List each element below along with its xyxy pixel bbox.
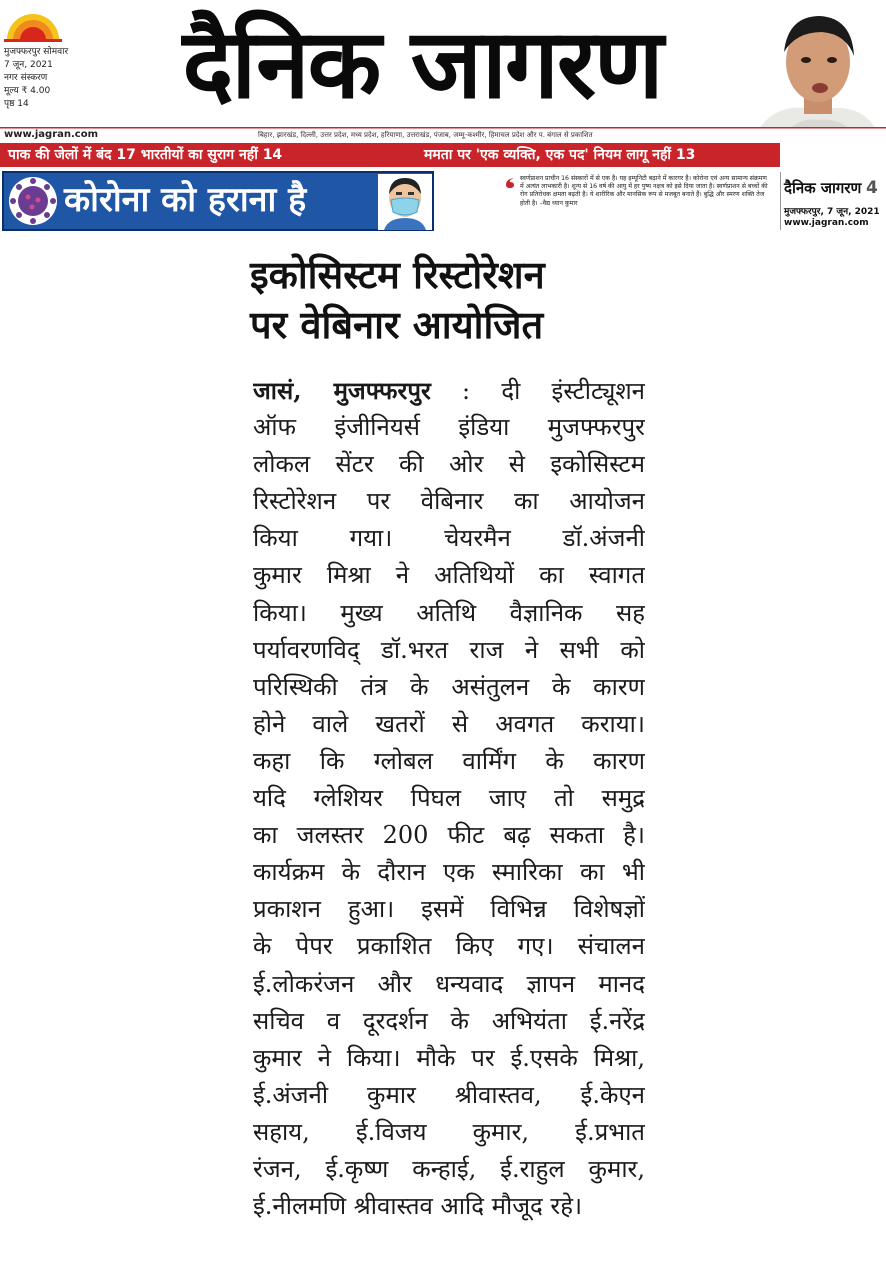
body-line: का जलस्तर 200 फीट बढ़ सकता है। — [253, 821, 645, 850]
body-line: कार्यक्रम के दौरान एक स्मारिका का भी — [253, 858, 645, 887]
body-line: ई.लोकरंजन और धन्यवाद ज्ञापन मानद — [253, 969, 645, 998]
coronavirus-icon — [8, 176, 58, 226]
body-line: रंजन, ई.कृष्ण कन्हाई, ई.राहुल कुमार, — [253, 1154, 645, 1183]
headline-line: इकोसिस्टम रिस्टोरेशन — [250, 253, 545, 297]
edition-info — [4, 46, 122, 111]
masthead-website: www.jagran.com — [4, 129, 99, 140]
corona-banner-text: कोरोना को हराना है — [64, 180, 307, 220]
page-number: 4 — [866, 178, 878, 198]
edition-city-day: मुजफ्फरपुर सोमवार — [4, 47, 69, 57]
masthead-title: दैनिक जागरण — [182, 8, 662, 120]
edition-pages: पृष्ठ 14 — [4, 99, 29, 109]
edition-name: नगर संस्करण — [4, 73, 48, 83]
body-line: लोकल सेंटर की ओर से इकोसिस्टम — [253, 450, 645, 479]
body-line: के पेपर प्रकाशित किए गए। संचालन — [253, 932, 645, 961]
body-line: कहा कि ग्लोबल वार्मिंग के कारण — [253, 746, 645, 775]
mask-face-icon — [378, 174, 432, 230]
tip-text: स्वर्णप्राशन प्राचीन 16 संस्कारों में से एक है। यह इम्यूनिटी बढ़ाने में कारगर है। कोरोना एवं अन्य सामान्य संक्रमण में अत्यंत लाभकारी है। शून्य से 16 वर्ष की आयु में हर पुष्य नक्षत्र को इसे दिया जाता है। स्वर्णप्राशन से बच्चों की रोग प्रतिरोधक क्षमता बढ़ती है। ये शारीरिक और मानसिक रूप से मजबूत बनाते हैं। बुद्धि और स्मरण शक्ति तेज होती है। –वैद्य ध्यान कुमार — [520, 175, 768, 207]
body-line: ऑफ इंजीनियर्स इंडिया मुजफ्फरपुर — [253, 413, 645, 442]
teaser-headline-right: ममता पर 'एक व्यक्ति, एक पद' नियम लागू नहीं 13 — [424, 147, 696, 163]
edition-date: 7 जून, 2021 — [4, 60, 53, 70]
article-headline — [250, 250, 642, 350]
edition-price: मूल्य ₹ 4.00 — [4, 86, 51, 96]
body-line: किया। मुख्य अतिथि वैज्ञानिक सह — [253, 598, 645, 627]
body-line: सचिव व दूरदर्शन के अभियंता ई.नरेंद्र — [253, 1006, 645, 1035]
body-line-text: : दी इंस्टीट्यूशन — [430, 377, 645, 405]
body-line: किया गया। चेयरमैन डॉ.अंजनी — [253, 524, 645, 553]
article-body — [253, 372, 645, 1225]
body-line: कुमार मिश्रा ने अतिथियों का स्वागत — [253, 561, 645, 590]
body-line: ई.अंजनी कुमार श्रीवास्तव, ई.केएन — [253, 1080, 645, 1109]
headline-line: पर वेबिनार आयोजित — [250, 303, 544, 347]
body-line: पर्यावरणविद् डॉ.भरत राज ने सभी को — [253, 635, 645, 664]
sun-logo-icon — [4, 8, 62, 42]
body-line: कुमार ने किया। मौके पर ई.एसके मिश्रा, — [253, 1043, 645, 1072]
body-line: होने वाले खतरों से अवगत कराया। — [253, 709, 645, 738]
body-line-last: ई.नीलमणि श्रीवास्तव आदि मौजूद रहे। — [253, 1192, 583, 1221]
body-line: प्रकाशन हुआ। इसमें विभिन्न विशेषज्ञों — [253, 895, 645, 924]
tip-marker-icon — [504, 177, 516, 189]
teaser-headline-left: पाक की जेलों में बंद 17 भारतीयों का सुराग नहीं 14 — [8, 147, 283, 163]
body-line: सहाय, ई.विजय कुमार, ई.प्रभात — [253, 1117, 645, 1146]
page-website: www.jagran.com — [784, 218, 869, 228]
dateline: जासं, मुजफ्फरपुर — [253, 376, 431, 405]
body-line-first — [253, 372, 645, 409]
published-states: बिहार, झारखंड, दिल्ली, उत्तर प्रदेश, मध्य प्रदेश, हरियाणा, उत्तराखंड, पंजाब, जम्मू-कश्मीर, हिमाचल प्रदेश और प. बंगाल से प्रकाशित — [258, 131, 593, 139]
page-date: मुजफ्फरपुर, 7 जून, 2021 — [784, 207, 880, 217]
body-line: यदि ग्लेशियर पिघल जाए तो समुद्र — [253, 784, 645, 813]
body-line: रिस्टोरेशन पर वेबिनार का आयोजन — [253, 487, 645, 516]
portrait-photo — [748, 4, 882, 142]
page-paper-name: दैनिक जागरण — [784, 179, 862, 197]
body-line: परिस्थिकी तंत्र के असंतुलन के कारण — [253, 672, 645, 701]
